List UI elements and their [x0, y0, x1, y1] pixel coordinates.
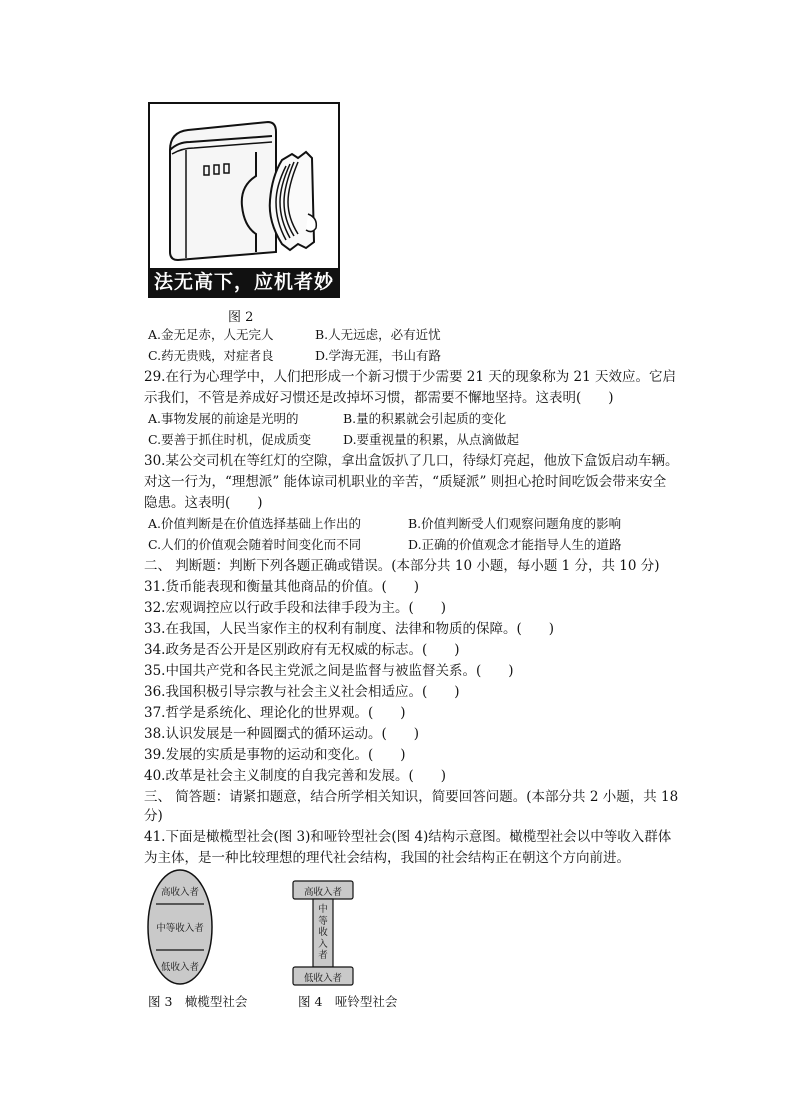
- q41-stem-line-2: 为主体，是一种比较理想的理代社会结构，我国的社会结构正在朝这个方向前进。: [144, 850, 630, 866]
- dumbbell-bottom-label: 低收入者: [303, 973, 342, 984]
- q30-stem-line-1: 30.某公交司机在等红灯的空隙，拿出盒饭扒了几口，待绿灯亮起，他放下盒饭启动车辆。: [144, 453, 679, 469]
- judgement-item: 34.政务是否公开是区别政府有无权威的标志。( ): [144, 642, 460, 658]
- figure-2-cartoon: [148, 102, 340, 298]
- judgement-item: 40.改革是社会主义制度的自我完善和发展。( ): [144, 768, 447, 784]
- olive-middle-label: 中等收入者: [156, 923, 204, 934]
- q29-option-a: A.事物发展的前途是光明的: [148, 411, 299, 426]
- judgement-item: 33.在我国，人民当家作主的权利有制度、法律和物质的保障。( ): [144, 621, 555, 637]
- figure-2-banner: 法无高下，应机者妙: [153, 271, 334, 293]
- judgement-item: 36.我国积极引导宗教与社会主义社会相适应。( ): [144, 684, 460, 700]
- q28-option-a: A.金无足赤，人无完人: [148, 327, 274, 342]
- q30-stem-line-3: 隐患。这表明( ): [144, 495, 263, 511]
- q28-option-d: D.学海无涯，书山有路: [315, 348, 442, 363]
- section-3-heading-line-1: 三、 简答题：请紧扣题意，结合所学相关知识，简要回答问题。(本部分共 2 小题，共 18: [144, 789, 679, 805]
- judgement-item: 39.发展的实质是事物的运动和变化。( ): [144, 747, 406, 763]
- figure-3-olive-diagram: [146, 868, 214, 986]
- q29-option-d: D.要重视量的积累，从点滴做起: [343, 432, 520, 447]
- olive-bottom-label: 低收入者: [160, 962, 199, 973]
- q41-stem-line-1: 41.下面是橄榄型社会(图 3)和哑铃型社会(图 4)结构示意图。橄榄型社会以中等收入群体: [144, 829, 672, 845]
- q29-stem-line-1: 29.在行为心理学中，人们把形成一个新习惯于少需要 21 天的现象称为 21 天效应。它启: [144, 369, 676, 385]
- dumbbell-top-label: 高收入者: [303, 887, 342, 898]
- q30-option-d: D.正确的价值观念才能指导人生的道路: [408, 537, 622, 552]
- judgement-item: 38.认识发展是一种圆圈式的循环运动。( ): [144, 726, 420, 742]
- figure-4-caption: 图 4 哑铃型社会: [298, 994, 398, 1009]
- judgement-item: 35.中国共产党和各民主党派之间是监督与被监督关系。( ): [144, 663, 514, 679]
- q29-stem-line-2: 示我们，不管是养成好习惯还是改掉坏习惯，都需要不懈地坚持。这表明( ): [144, 390, 614, 406]
- olive-top-label: 高收入者: [160, 887, 199, 898]
- judgement-item: 32.宏观调控应以行政手段和法律手段为主。( ): [144, 600, 447, 616]
- q29-option-b: B.量的积累就会引起质的变化: [343, 411, 507, 426]
- q30-option-b: B.价值判断受人们观察问题角度的影响: [408, 516, 622, 531]
- q28-option-c: C.药无贵贱，对症者良: [148, 348, 274, 363]
- dumbbell-middle-label: 中等收入者: [318, 904, 328, 961]
- q29-option-c: C.要善于抓住时机，促成质变: [148, 432, 312, 447]
- judgement-item: 31.货币能表现和衡量其他商品的价值。( ): [144, 579, 420, 595]
- section-2-heading: 二、 判断题：判断下列各题正确或错误。(本部分共 10 小题，每小题 1 分，共 10 分): [144, 558, 660, 574]
- q30-option-a: A.价值判断是在价值选择基础上作出的: [148, 516, 362, 531]
- judgement-item: 37.哲学是系统化、理论化的世界观。( ): [144, 705, 406, 721]
- figure-3-caption: 图 3 橄榄型社会: [148, 994, 248, 1009]
- figure-4-dumbbell-diagram: [292, 880, 354, 986]
- figure-2-caption: 图 2: [228, 310, 254, 325]
- q30-option-c: C.人们的价值观会随着时间变化而不同: [148, 537, 362, 552]
- q28-option-b: B.人无远虑，必有近忧: [315, 327, 441, 342]
- section-3-heading-line-2: 分): [144, 808, 163, 824]
- q30-stem-line-2: 对这一行为，“理想派” 能体谅司机职业的辛苦，“质疑派” 则担心抢时间吃饭会带来安全: [144, 474, 667, 490]
